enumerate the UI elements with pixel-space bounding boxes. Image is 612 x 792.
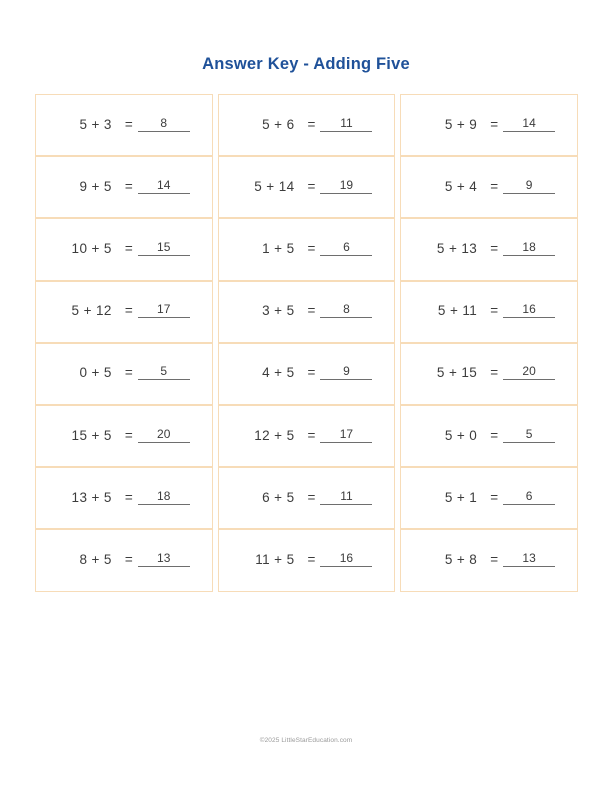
equals-sign: = (490, 303, 499, 319)
problem-cell[interactable] (400, 281, 578, 343)
answer-blank[interactable]: 6 (503, 489, 555, 505)
equation (423, 365, 555, 382)
equals-sign: = (307, 116, 316, 132)
expression: 5 + 6 (262, 116, 295, 132)
answer-blank[interactable]: 17 (138, 302, 190, 318)
problem-cell[interactable] (218, 94, 396, 156)
expression: 9 + 5 (79, 178, 112, 194)
equation (423, 117, 555, 134)
answer-blank[interactable]: 18 (138, 489, 190, 505)
equals-sign: = (124, 427, 133, 443)
equation (423, 241, 555, 258)
equation (423, 303, 555, 320)
problem-cell[interactable] (35, 156, 213, 218)
answer-blank[interactable]: 18 (503, 240, 555, 256)
problem-cell[interactable] (35, 529, 213, 591)
answer-blank[interactable]: 8 (138, 116, 190, 132)
problem-row (35, 218, 578, 280)
answer-blank[interactable]: 11 (320, 489, 372, 505)
answer-blank[interactable]: 15 (138, 240, 190, 256)
equation (423, 490, 555, 507)
equals-sign: = (307, 489, 316, 505)
equation (241, 428, 373, 445)
problem-cell[interactable] (35, 218, 213, 280)
problem-cell[interactable] (400, 467, 578, 529)
expression: 5 + 1 (444, 489, 478, 505)
expression: 8 + 5 (79, 551, 112, 567)
problem-cell[interactable] (218, 529, 396, 591)
problem-cell[interactable] (400, 343, 578, 405)
equals-sign: = (490, 489, 499, 505)
equation (241, 241, 373, 258)
answer-blank[interactable]: 13 (503, 551, 555, 567)
expression: 6 + 5 (262, 489, 295, 505)
problem-row (35, 529, 578, 591)
problem-row (35, 405, 578, 467)
problem-cell[interactable] (400, 94, 578, 156)
equation (241, 117, 373, 134)
problem-cell[interactable] (218, 467, 396, 529)
expression: 5 + 11 (437, 303, 478, 319)
equation (423, 179, 555, 196)
equals-sign: = (490, 427, 499, 443)
expression: 5 + 12 (71, 303, 112, 319)
problem-cell[interactable] (218, 405, 396, 467)
equals-sign: = (490, 178, 499, 194)
answer-blank[interactable]: 5 (503, 427, 555, 443)
problem-cell[interactable] (218, 281, 396, 343)
equation (423, 552, 555, 569)
expression: 10 + 5 (71, 240, 112, 256)
expression: 12 + 5 (254, 427, 295, 443)
equals-sign: = (307, 178, 316, 194)
problem-row (35, 467, 578, 529)
expression: 3 + 5 (262, 303, 295, 319)
expression: 5 + 4 (444, 178, 478, 194)
problem-cell[interactable] (400, 156, 578, 218)
answer-blank[interactable]: 13 (138, 551, 190, 567)
page-title: Answer Key - Adding Five (202, 55, 410, 73)
equals-sign: = (124, 116, 133, 132)
answer-blank[interactable]: 14 (138, 178, 190, 194)
equals-sign: = (124, 551, 133, 567)
equals-sign: = (490, 116, 499, 132)
problem-cell[interactable] (218, 343, 396, 405)
problem-row (35, 94, 578, 156)
problem-cell[interactable] (400, 218, 578, 280)
problem-cell[interactable] (400, 529, 578, 591)
problem-grid (35, 94, 578, 592)
problem-cell[interactable] (35, 94, 213, 156)
answer-blank[interactable]: 6 (320, 240, 372, 256)
answer-blank[interactable]: 9 (320, 364, 372, 380)
equation (241, 490, 373, 507)
problem-cell[interactable] (35, 467, 213, 529)
equals-sign: = (307, 551, 316, 567)
expression: 11 + 5 (255, 551, 295, 567)
expression: 13 + 5 (71, 489, 112, 505)
answer-blank[interactable]: 20 (503, 364, 555, 380)
answer-blank[interactable]: 5 (138, 364, 190, 380)
answer-blank[interactable]: 11 (320, 116, 372, 132)
answer-blank[interactable]: 8 (320, 302, 372, 318)
expression: 5 + 13 (436, 240, 478, 256)
expression: 5 + 14 (254, 178, 295, 194)
problem-cell[interactable] (218, 218, 396, 280)
equation (241, 303, 373, 320)
expression: 5 + 15 (436, 365, 478, 381)
equals-sign: = (307, 427, 316, 443)
equals-sign: = (490, 365, 499, 381)
expression: 5 + 3 (79, 116, 112, 132)
problem-row (35, 281, 578, 343)
equation (58, 365, 190, 382)
equation (241, 552, 373, 569)
expression: 15 + 5 (71, 427, 112, 443)
equation (58, 117, 190, 134)
equation (58, 179, 190, 196)
answer-blank[interactable]: 20 (138, 427, 190, 443)
equation (241, 365, 373, 382)
expression: 5 + 8 (444, 551, 478, 567)
expression: 0 + 5 (79, 365, 112, 381)
answer-blank[interactable]: 14 (503, 116, 555, 132)
equals-sign: = (124, 240, 133, 256)
problem-row (35, 343, 578, 405)
footer-copyright: ©2025 LittleStarEducation.com (259, 737, 353, 744)
answer-blank[interactable]: 16 (503, 302, 555, 318)
equals-sign: = (307, 365, 316, 381)
equation (58, 303, 190, 320)
problem-cell[interactable] (218, 156, 396, 218)
equals-sign: = (490, 240, 499, 256)
problem-cell[interactable] (35, 343, 213, 405)
problem-row (35, 156, 578, 218)
expression: 5 + 9 (444, 116, 478, 132)
equation (58, 428, 190, 445)
equals-sign: = (307, 240, 316, 256)
problem-cell[interactable] (35, 281, 213, 343)
equation (58, 241, 190, 258)
equals-sign: = (490, 551, 499, 567)
expression: 1 + 5 (262, 240, 295, 256)
equals-sign: = (124, 178, 133, 194)
equals-sign: = (124, 365, 133, 381)
problem-cell[interactable] (35, 405, 213, 467)
answer-blank[interactable]: 17 (320, 427, 372, 443)
answer-blank[interactable]: 16 (320, 551, 372, 567)
equals-sign: = (307, 303, 316, 319)
equals-sign: = (124, 489, 133, 505)
answer-blank[interactable]: 19 (320, 178, 372, 194)
expression: 4 + 5 (262, 365, 295, 381)
expression: 5 + 0 (444, 427, 478, 443)
equation (58, 552, 190, 569)
problem-cell[interactable] (400, 405, 578, 467)
equation (58, 490, 190, 507)
equals-sign: = (124, 303, 133, 319)
equation (241, 179, 373, 196)
equation (423, 428, 555, 445)
answer-blank[interactable]: 9 (503, 178, 555, 194)
